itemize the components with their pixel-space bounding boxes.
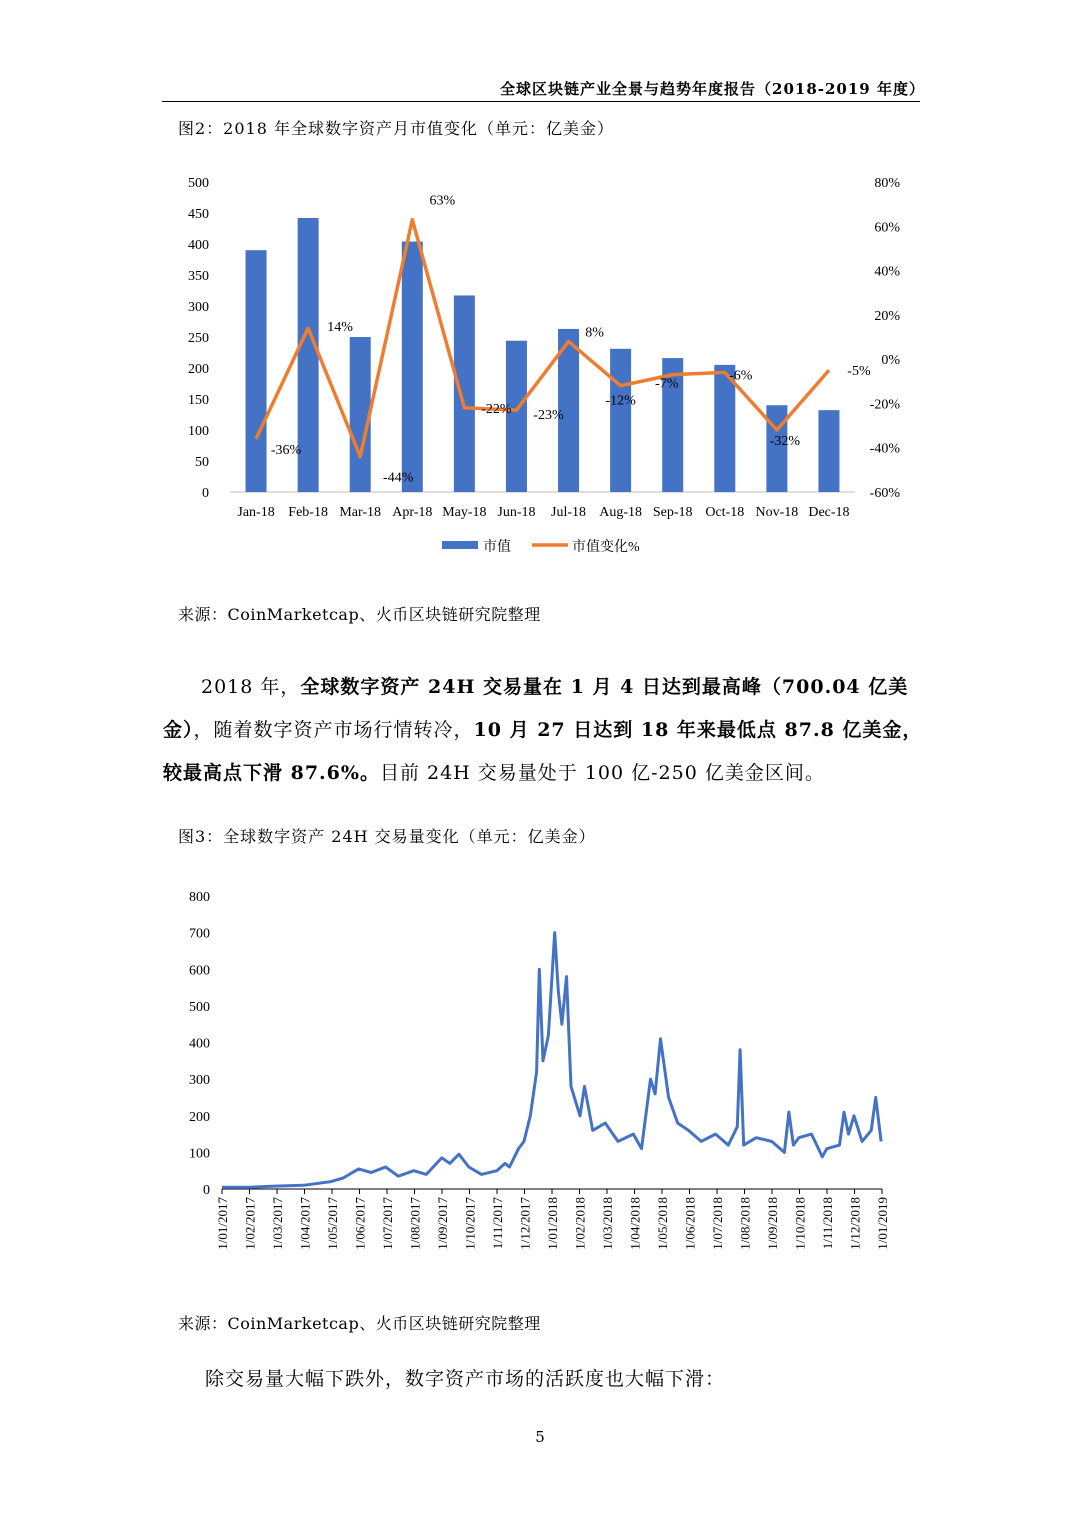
market-cap-chart: [160, 160, 920, 570]
x-tick-label: 1/06/2018: [682, 1197, 698, 1250]
legend-bar-swatch: [442, 541, 478, 549]
legend-line-label: 市值变化%: [572, 540, 640, 555]
right-y-tick-label: 0%: [881, 353, 900, 369]
x-tick-label: 1/11/2017: [490, 1197, 505, 1250]
change-data-label: -6%: [729, 368, 753, 384]
x-category-label: Sep-18: [652, 505, 693, 520]
right-y-tick-label: -20%: [869, 397, 900, 413]
x-tick-label: 1/07/2018: [710, 1197, 725, 1250]
x-tick-label: 1/01/2019: [875, 1197, 890, 1250]
x-tick-label: 1/02/2017: [242, 1197, 258, 1250]
y-tick-label: 0: [203, 1183, 210, 1198]
x-category-label: Jun-18: [497, 505, 536, 520]
change-data-label: -23%: [533, 408, 564, 424]
change-data-label: -12%: [605, 393, 636, 409]
x-tick-label: 1/01/2018: [545, 1197, 560, 1250]
x-category-label: Jan-18: [237, 505, 275, 520]
y-tick-label: 400: [189, 1036, 210, 1052]
x-tick-label: 1/02/2018: [572, 1197, 588, 1250]
change-data-label: -7%: [655, 376, 679, 392]
left-y-tick-label: 200: [188, 362, 209, 377]
x-tick-label: 1/07/2017: [380, 1197, 395, 1250]
y-tick-label: 600: [189, 963, 210, 979]
y-tick-label: 700: [189, 926, 210, 942]
market-cap-bar: [714, 365, 735, 492]
x-category-label: Dec-18: [808, 505, 850, 520]
x-tick-label: 1/08/2018: [737, 1197, 753, 1250]
figure2-caption: 图2：2018 年全球数字资产月市值变化（单元：亿美金）: [178, 119, 614, 138]
x-tick-label: 1/03/2018: [600, 1197, 615, 1250]
x-category-label: Nov-18: [755, 505, 799, 520]
left-y-tick-label: 250: [188, 331, 209, 346]
x-category-label: May-18: [442, 505, 487, 520]
x-tick-label: 1/08/2017: [407, 1197, 423, 1250]
para-text-3: 目前 24H 交易量处于 100 亿-250 亿美金区间。: [379, 762, 825, 784]
header-rule: [162, 101, 920, 102]
x-tick-label: 1/12/2018: [847, 1197, 863, 1250]
change-data-label: 63%: [429, 193, 456, 209]
volume-line: [222, 933, 881, 1188]
legend-bar-label: 市值: [483, 540, 511, 555]
x-category-label: Aug-18: [599, 505, 643, 520]
x-tick-label: 1/05/2018: [655, 1197, 670, 1250]
x-category-label: Feb-18: [288, 505, 328, 520]
paragraph-volume-summary: [163, 666, 923, 795]
change-data-label: 14%: [327, 320, 353, 336]
market-cap-bar: [350, 337, 371, 492]
y-tick-label: 500: [189, 999, 210, 1015]
paragraph-activity: 除交易量大幅下跌外，数字资产市场的活跃度也大幅下滑：: [205, 1368, 726, 1390]
x-category-label: Mar-18: [339, 505, 382, 520]
x-tick-label: 1/09/2018: [765, 1197, 780, 1250]
x-tick-label: 1/06/2017: [352, 1197, 368, 1250]
para-bold-2: 10 月 27 日达到 18 年来最低点 87.8 亿美金，较最高点下滑 87.6%。: [163, 719, 923, 784]
left-y-tick-label: 50: [195, 455, 209, 470]
x-tick-label: 1/03/2017: [270, 1197, 285, 1250]
x-tick-label: 1/01/2017: [215, 1197, 230, 1250]
x-tick-label: 1/05/2017: [325, 1197, 340, 1250]
y-tick-label: 300: [189, 1073, 210, 1089]
x-tick-label: 1/09/2017: [435, 1197, 450, 1250]
figure3-source: 来源：CoinMarketcap、火币区块链研究院整理: [178, 1314, 541, 1333]
figure2-source: 来源：CoinMarketcap、火币区块链研究院整理: [178, 605, 541, 624]
left-y-tick-label: 350: [188, 269, 209, 284]
market-cap-bar: [610, 349, 631, 492]
change-data-label: 8%: [585, 325, 604, 341]
x-tick-label: 1/10/2018: [792, 1197, 808, 1250]
para-bold-1: 全球数字资产 24H 交易量在 1 月 4 日达到最高峰（700.04 亿美金）: [163, 676, 909, 741]
report-header-title: 全球区块链产业全景与趋势年度报告（2018-2019 年度）: [500, 80, 925, 98]
right-y-tick-label: 80%: [874, 176, 900, 191]
market-cap-bar: [402, 242, 423, 492]
change-data-label: -32%: [769, 434, 801, 449]
market-cap-bar: [246, 250, 267, 492]
right-y-tick-label: -40%: [869, 441, 900, 457]
left-y-tick-label: 500: [188, 176, 209, 191]
x-tick-label: 1/04/2018: [627, 1197, 643, 1250]
volume-chart: [160, 875, 920, 1275]
x-category-label: Oct-18: [705, 505, 745, 520]
page-number: 5: [535, 1428, 545, 1446]
para-text-2: ，随着数字资产市场行情转冷，: [193, 719, 474, 741]
x-category-label: Jul-18: [551, 505, 587, 520]
change-data-label: -36%: [270, 442, 302, 458]
left-y-tick-label: 450: [188, 207, 209, 222]
x-tick-label: 1/10/2017: [462, 1197, 478, 1250]
left-y-tick-label: 0: [202, 486, 209, 501]
change-data-label: -22%: [481, 401, 512, 417]
right-y-tick-label: 40%: [874, 264, 900, 280]
change-data-label: -5%: [847, 364, 871, 380]
figure3-caption: 图3：全球数字资产 24H 交易量变化（单元：亿美金）: [178, 827, 596, 846]
right-y-tick-label: -60%: [869, 486, 900, 501]
x-tick-label: 1/04/2017: [297, 1197, 313, 1250]
market-cap-bar: [454, 295, 475, 492]
left-y-tick-label: 300: [188, 300, 209, 315]
change-data-label: -44%: [383, 470, 414, 486]
y-tick-label: 200: [189, 1109, 210, 1125]
left-y-tick-label: 400: [188, 238, 209, 253]
x-category-label: Apr-18: [392, 505, 433, 520]
para-text-1: 2018 年，: [201, 676, 301, 698]
market-cap-bar: [818, 410, 839, 492]
y-tick-label: 800: [189, 890, 210, 905]
x-tick-label: 1/12/2017: [517, 1197, 533, 1250]
y-tick-label: 100: [189, 1146, 210, 1162]
right-y-tick-label: 60%: [874, 220, 900, 236]
x-tick-label: 1/11/2018: [820, 1197, 835, 1250]
left-y-tick-label: 100: [188, 424, 209, 439]
right-y-tick-label: 20%: [874, 308, 900, 324]
left-y-tick-label: 150: [188, 393, 209, 408]
